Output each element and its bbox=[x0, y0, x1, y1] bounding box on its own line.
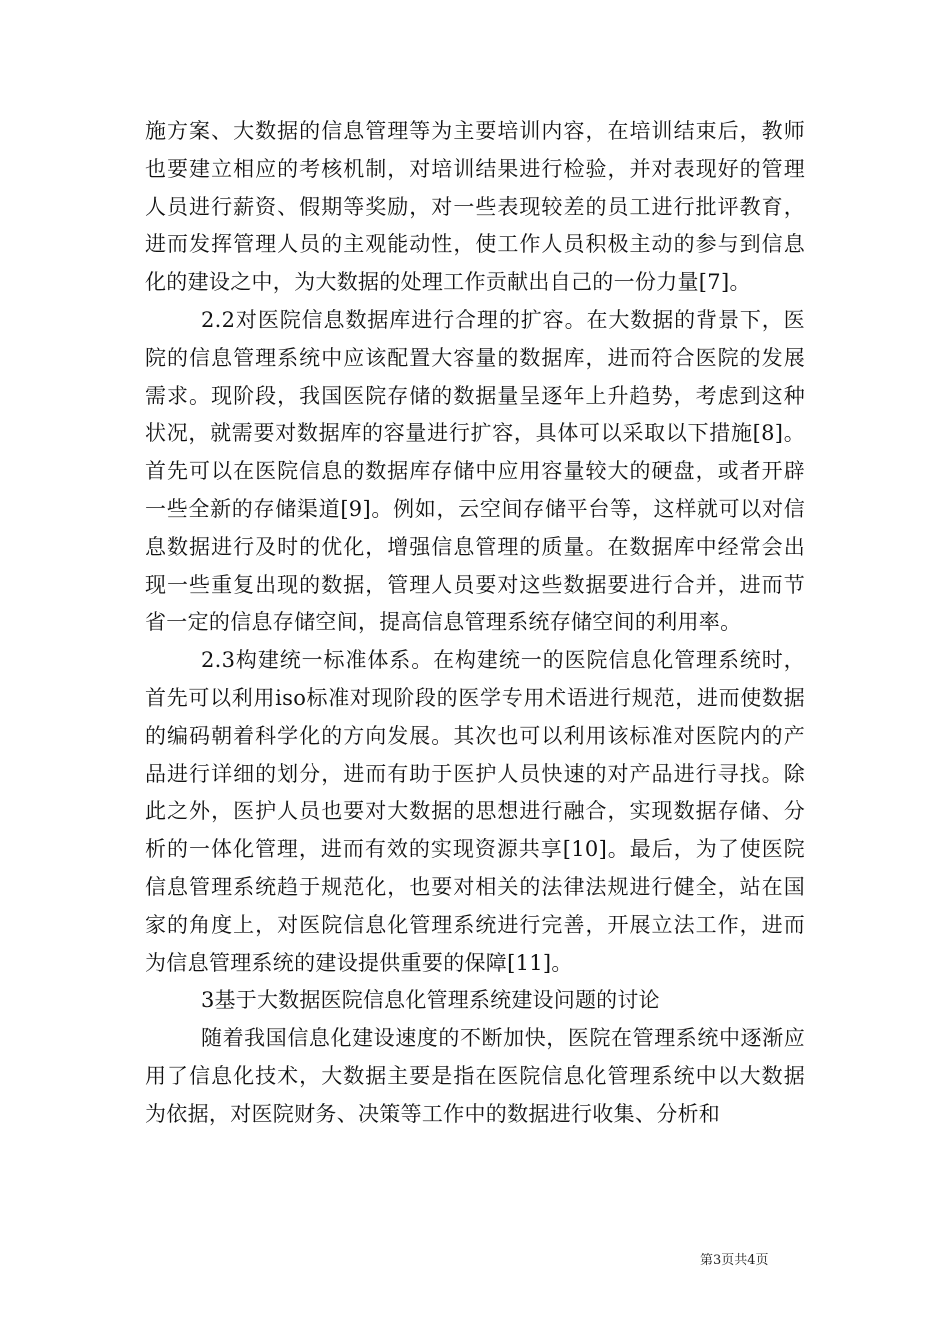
paragraph-unified-standard: 2.3构建统一标准体系。在构建统一的医院信息化管理系统时，首先可以利用iso标准对现阶段的医学专用术语进行规范，进而使数据的编码朝着科学化的方向发展。其次也可以利用该标准对医院内的产品进行详细的划分，进而有助于医护人员快速的对产品进行寻找。除此之外，医护人员也要对大数据的思想进行融合，实现数据存储、分析的一体化管理，进而有效的实现资源共享[10]。最后，为了使医院信息管理系统趋于规范化，也要对相关的法律法规进行健全，站在国家的角度上，对医院信息化管理系统进行完善，开展立法工作，进而为信息管理系统的建设提供重要的保障[11]。 bbox=[145, 648, 805, 975]
paragraph-database-expansion: 2.2对医院信息数据库进行合理的扩容。在大数据的背景下，医院的信息管理系统中应该配置大容量的数据库，进而符合医院的发展需求。现阶段，我国医院存储的数据量呈逐年上升趋势，考虑到这种状况，就需要对数据库的容量进行扩容，具体可以采取以下措施[8]。首先可以在医院信息的数据库存储中应用容量较大的硬盘，或者开辟一些全新的存储渠道[9]。例如，云空间存储平台等，这样就可以对信息数据进行及时的优化，增强信息管理的质量。在数据库中经常会出现一些重复出现的数据，管理人员要对这些数据要进行合并，进而节省一定的信息存储空间，提高信息管理系统存储空间的利用率。 bbox=[145, 307, 805, 635]
document-body bbox=[145, 113, 805, 1134]
section-heading-discussion: 3基于大数据医院信息化管理系统建设问题的讨论 bbox=[201, 988, 660, 1013]
page-number-footer: 第3页共4页 bbox=[700, 1253, 769, 1268]
paragraph-training: 施方案、大数据的信息管理等为主要培训内容，在培训结束后，教师也要建立相应的考核机制，对培训结果进行检验，并对表现好的管理人员进行薪资、假期等奖励，对一些表现较差的员工进行批评教育，进而发挥管理人员的主观能动性，使工作人员积极主动的参与到信息化的建设之中，为大数据的处理工作贡献出自己的一份力量[7]。 bbox=[145, 119, 805, 295]
paragraph-discussion-intro: 随着我国信息化建设速度的不断加快，医院在管理系统中逐渐应用了信息化技术，大数据主要是指在医院信息化管理系统中以大数据为依据，对医院财务、决策等工作中的数据进行收集、分析和 bbox=[145, 1026, 805, 1126]
